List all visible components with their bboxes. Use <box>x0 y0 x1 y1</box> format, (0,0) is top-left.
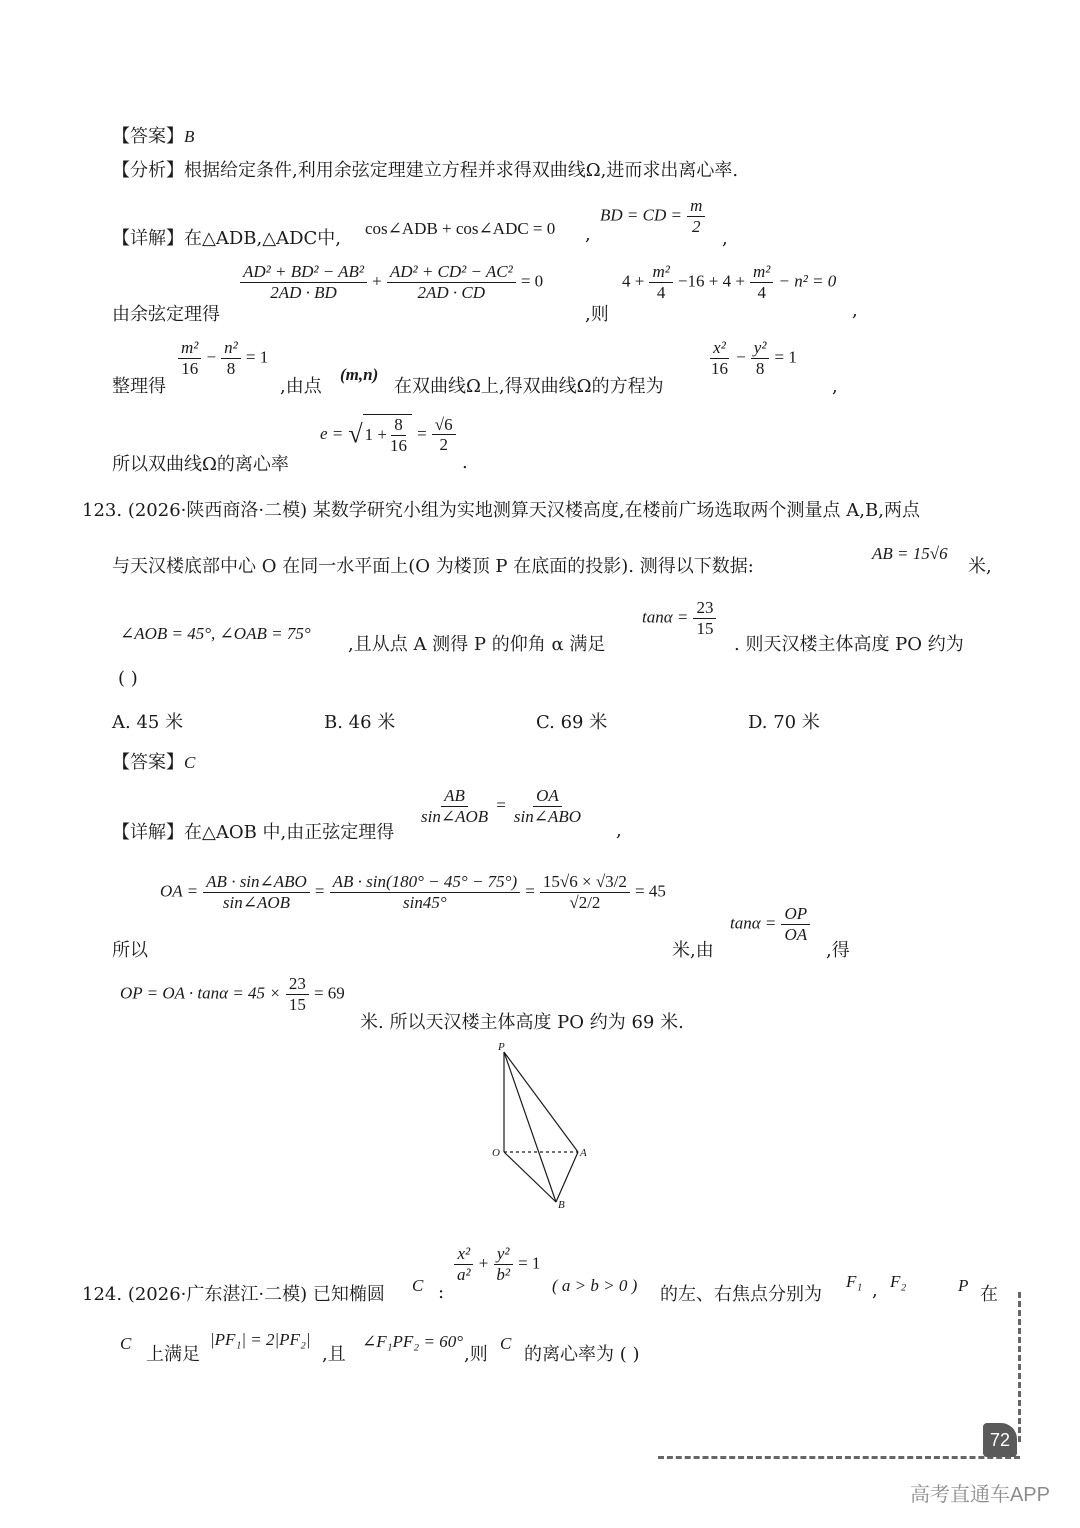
frac-oa-1 <box>203 872 310 912</box>
frac-x2-16 <box>708 338 731 378</box>
q124-line2-d: 的离心率为 ( ) <box>524 1344 640 1365</box>
eq-bd-cd <box>600 196 705 236</box>
answer-line <box>112 122 194 148</box>
q124-f2: F₂ <box>890 1272 907 1291</box>
q123-line1 <box>82 496 920 522</box>
frac-den: 4 <box>757 282 766 302</box>
frac-den: 16 <box>711 358 728 378</box>
q124-line1-mid: 的左、右焦点分别为 <box>660 1284 822 1305</box>
frac-num: m² <box>750 262 773 283</box>
label-o: O <box>492 1147 500 1159</box>
pyramid-figure <box>480 1036 610 1216</box>
q124-c2: C <box>120 1334 132 1353</box>
q123-answer <box>112 748 195 774</box>
frac-23-15 <box>693 598 716 638</box>
edge-ab <box>556 1152 578 1202</box>
eq-eccentricity <box>320 414 456 455</box>
eq-tan2 <box>730 904 810 944</box>
frac-num: OA <box>533 786 562 807</box>
q123-line3-end: . 则天汉楼主体高度 PO 约为 <box>734 634 964 655</box>
so-text: 所以 <box>112 940 148 961</box>
frac-x2-a2 <box>454 1244 474 1284</box>
frac-num: AD² + CD² − AC² <box>387 262 516 283</box>
eq-part-c: − n² = 0 <box>778 271 837 291</box>
eq-cosine-law <box>240 262 543 302</box>
q123-tan <box>642 598 716 638</box>
q124-in: 在 <box>980 1284 998 1305</box>
frac-m2-4-b <box>750 262 773 302</box>
frac-num: m <box>687 196 705 217</box>
q123-line1-text: (2026·陕西商洛·二模) 某数学研究小组为实地测算天汉楼高度,在楼前广场选取两个测量点 A,B,两点 <box>127 500 920 521</box>
frac-num: x² <box>454 1244 473 1265</box>
minus-sign: − <box>206 347 217 367</box>
q124-f1: F₁ <box>846 1272 863 1291</box>
frac-m2-4-a <box>649 262 672 302</box>
frac-den: 15 <box>696 618 714 638</box>
q123-detail <box>112 818 394 844</box>
frac-8-16 <box>387 415 410 455</box>
radicand-a: 1 + <box>364 425 387 445</box>
q123-angles: ∠AOB = 45°, ∠OAB = 75° <box>120 624 311 643</box>
oa-result: = 45 <box>635 881 666 901</box>
eq-one: = 1 <box>245 347 269 367</box>
sine-end: , <box>616 820 622 841</box>
eq-part-b: −16 + 4 + <box>677 271 745 291</box>
q124-source: (2026·广东湛江·二模) 已知椭圆 <box>127 1284 385 1305</box>
q124-line1 <box>82 1280 385 1306</box>
q124-c3: C <box>500 1334 512 1353</box>
end-2: , <box>852 300 858 321</box>
frac-ab-sinaob <box>418 786 491 826</box>
frac-den: sin∠ABO <box>513 806 582 826</box>
q124-cond: ( a > b > 0 ) <box>552 1276 638 1295</box>
analysis-line <box>112 156 738 182</box>
frac-num: n² <box>221 338 241 359</box>
detail-line1-text: 在△ADB,△ADC中, <box>184 228 341 249</box>
frac-den: 4 <box>656 282 666 302</box>
detail-label-122 <box>112 224 341 250</box>
edge-pa <box>504 1052 578 1152</box>
frac-num: x² <box>710 338 729 359</box>
frac-num: √6 <box>432 415 456 436</box>
label-p: P <box>498 1041 505 1053</box>
eq-op <box>120 974 345 1014</box>
eq-sign: = <box>314 881 325 901</box>
frac-den: 8 <box>226 358 236 378</box>
frac-num: m² <box>178 338 201 359</box>
frac-y2-8 <box>751 338 770 378</box>
q123-line3-mid: ,且从点 A 测得 P 的仰角 α 满足 <box>348 634 606 655</box>
frac-num: OP <box>781 904 810 925</box>
q124-line2-a: 上满足 <box>146 1344 200 1365</box>
frac-den: b² <box>496 1264 510 1284</box>
frac-cos-adc <box>387 262 516 302</box>
frac-num: y² <box>494 1244 513 1265</box>
frac-den: OA <box>784 924 808 944</box>
q123-paren: ( ) <box>118 668 138 689</box>
plus-sign: + <box>478 1253 489 1273</box>
eq-cos-sum: cos∠ADB + cos∠ADC = 0 <box>365 219 556 238</box>
eccentricity-prefix: 所以双曲线Ω的离心率 <box>112 454 289 475</box>
answer-label: 【答案】 <box>112 752 184 773</box>
frac-den: 16 <box>181 358 199 378</box>
detail-label-text: 【详解】 <box>112 822 184 843</box>
edge-pb <box>504 1052 556 1202</box>
eq-sign: = <box>496 795 506 815</box>
frac-den: sin45° <box>403 892 447 912</box>
answer-value: C <box>184 753 196 772</box>
eq-sign: = <box>525 881 535 901</box>
page-number: 72 <box>983 1423 1017 1457</box>
frac-den: sin∠AOB <box>222 892 291 912</box>
frac-sqrt6-2 <box>432 415 456 455</box>
answer-value: B <box>184 127 195 146</box>
option-a[interactable]: A. 45 米 <box>112 712 184 733</box>
analysis-text: 根据给定条件,利用余弦定理建立方程并求得双曲线Ω,进而求出离心率. <box>184 160 739 181</box>
frac-num: 23 <box>693 598 716 619</box>
then-text: ,则 <box>585 304 609 325</box>
frac-oa-3 <box>540 872 630 912</box>
oa-after: 米,由 <box>672 940 714 961</box>
frac-23-15-b <box>286 974 309 1014</box>
frac-den: 8 <box>755 358 765 378</box>
by-point: ,由点 <box>280 376 322 397</box>
frac-y2-b2 <box>493 1244 513 1284</box>
q124-number: 124. <box>82 1284 123 1305</box>
cosine-law-prefix: 由余弦定理得 <box>112 304 220 325</box>
frac-m-2 <box>687 196 705 236</box>
tan-lhs: tanα = <box>642 607 689 627</box>
frac-num: 15√6 × √3/2 <box>540 872 630 893</box>
detail-label-text: 【详解】 <box>112 228 184 249</box>
op-eq: OP = OA · tanα = 45 × <box>120 983 281 1003</box>
detail-text: 在△AOB 中,由正弦定理得 <box>184 822 395 843</box>
q124-angle: ∠F₁PF₂ = 60° <box>362 1332 463 1351</box>
eq-sine-law <box>418 786 584 826</box>
q124-line2-c: ,则 <box>464 1344 488 1365</box>
frac-den: 2AD · CD <box>417 282 486 302</box>
eq-zero: = 0 <box>520 271 544 291</box>
frac-den: sin∠AOB <box>421 806 489 826</box>
q123-line2: 与天汉楼底部中心 O 在同一水平面上(O 为楼顶 P 在底面的投影). 测得以下数据: <box>112 556 754 577</box>
frac-m2-16 <box>178 338 201 378</box>
frac-num: 8 <box>391 415 406 436</box>
eq-bd-text: BD = CD = <box>600 205 682 225</box>
eq-part-a: 4 + <box>622 271 645 291</box>
q124-comma: , <box>872 1280 878 1301</box>
frac-den: a² <box>457 1264 471 1284</box>
simplify-prefix: 整理得 <box>112 376 166 397</box>
frac-oa-2 <box>330 872 521 912</box>
frac-den: 2 <box>691 216 701 236</box>
frac-den: 2AD · BD <box>270 282 337 302</box>
frac-num: AB <box>441 786 468 807</box>
q123-ab-eq: AB = 15√6 <box>872 544 948 563</box>
sqrt-body <box>363 414 412 455</box>
eq-e: e = <box>320 424 344 444</box>
label-b: B <box>558 1199 565 1211</box>
eq-one: = 1 <box>774 347 797 367</box>
page-border-horizontal <box>658 1456 1020 1459</box>
page-border-vertical <box>1018 1292 1021 1442</box>
watermark: 高考直通车APP <box>909 1484 1050 1506</box>
plus-sign: + <box>372 271 382 291</box>
eq-sign: = <box>417 424 427 444</box>
oa-lhs: OA = <box>160 881 199 901</box>
q124-colon: : <box>438 1282 445 1303</box>
frac-den: 16 <box>390 435 407 455</box>
eq-hyperbola <box>708 338 797 378</box>
tan2-lhs: tanα = <box>730 913 777 933</box>
frac-den: √2/2 <box>569 892 601 912</box>
minus-sign: − <box>736 347 746 367</box>
frac-num: AB · sin(180° − 45° − 75°) <box>330 872 521 893</box>
end-1: , <box>722 228 728 249</box>
end-4: . <box>462 452 468 473</box>
q124-pf-eq: |PF₁| = 2|PF₂| <box>210 1330 311 1349</box>
frac-n2-8 <box>221 338 241 378</box>
tan2-after: ,得 <box>826 940 850 961</box>
hyperbola-text: 在双曲线Ω上,得双曲线Ω的方程为 <box>394 376 664 397</box>
q123-number: 123. <box>82 500 123 521</box>
frac-num: m² <box>649 262 672 283</box>
q124-c: C <box>412 1276 424 1295</box>
q124-p: P <box>958 1276 969 1295</box>
eq-oa <box>160 872 666 912</box>
sqrt-sign: √ <box>348 419 363 449</box>
frac-num: AB · sin∠ABO <box>203 872 310 893</box>
answer-label: 【答案】 <box>112 126 184 147</box>
point-mn: (m,n) <box>340 365 379 384</box>
sep-1: , <box>585 224 591 245</box>
option-b[interactable]: B. 46 米 <box>324 712 396 733</box>
eq-one: = 1 <box>518 1253 541 1273</box>
frac-oa-sinabo <box>511 786 584 826</box>
q123-unit: 米, <box>968 556 992 577</box>
eq-ellipse <box>454 1244 540 1284</box>
label-a: A <box>580 1147 587 1159</box>
frac-num: 23 <box>286 974 309 995</box>
eq-expanded <box>622 262 836 302</box>
analysis-label: 【分析】 <box>112 160 184 181</box>
eq-mn <box>178 338 268 378</box>
q124-line2-b: ,且 <box>322 1344 346 1365</box>
frac-num: AD² + BD² − AB² <box>240 262 367 283</box>
frac-den: 2 <box>439 435 448 455</box>
op-result: = 69 <box>313 983 345 1003</box>
option-d[interactable]: D. 70 米 <box>748 712 820 733</box>
q123-conclusion: 米. 所以天汉楼主体高度 PO 约为 69 米. <box>360 1012 684 1033</box>
frac-num: y² <box>751 338 770 359</box>
edge-ob <box>504 1152 556 1202</box>
end-3: , <box>832 376 838 397</box>
frac-cos-adb <box>240 262 367 302</box>
frac-op-oa <box>781 904 810 944</box>
option-c[interactable]: C. 69 米 <box>536 712 608 733</box>
frac-den: 15 <box>288 994 306 1014</box>
